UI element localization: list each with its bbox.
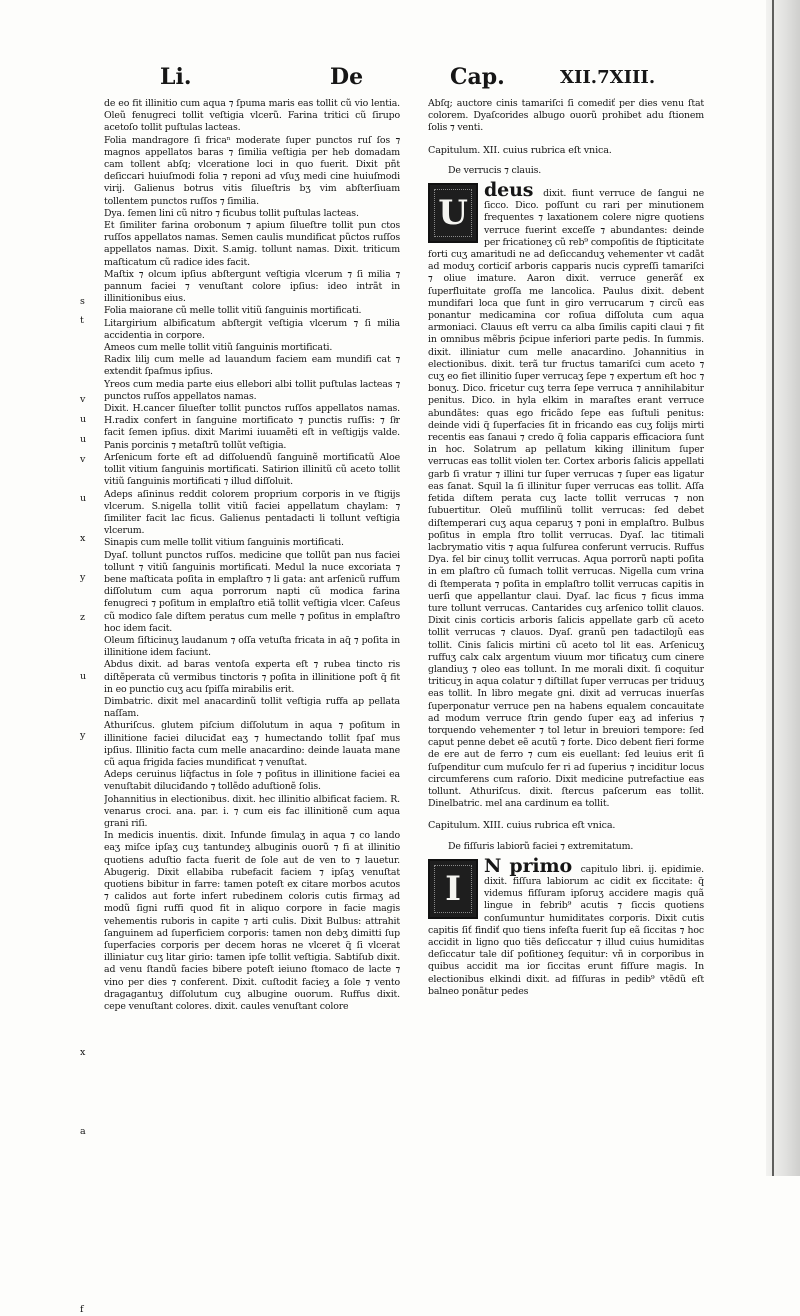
margin-letter: x xyxy=(80,1046,86,1058)
running-head-liber: Li. xyxy=(160,64,192,90)
margin-letter: y xyxy=(80,572,86,584)
chapter-xii-subtitle: De verrucis ⁊ clauis. xyxy=(448,164,542,176)
left-paragraph: Dyaſ. tollunt punctos ruſſos. medicine que tollũt pan nus faciei tollunt ⁊ vitiũ ſanguinis mortificati. Medul la nuce excoriata ⁊ bene maſticata poſita in emplaſtro ⁊ li gata: ant arſenicũ ruffum diſſolutum cum aqua porrorum napti cũ modica farina fenugreci ⁊ poſitum in emplaſtro etiã tollit veſtigia vlcer. Caſeus cũ modico ſale diſtem peratus cum melle ⁊ poſitus in emplaſtro hoc idem facit. xyxy=(104,549,400,634)
left-paragraph: Athuriſcus. glutem piſcium diſſolutum in aqua ⁊ poſitum in illinitione faciei diluciđat eaʒ ⁊ humectando tollit ſpaſ mus ipſius. Illinitio facta cum melle anacardino: deinde lauata mane cũ aqua frigida facies mundificat ⁊ venuſtat. xyxy=(104,720,400,768)
margin-letter: x xyxy=(80,532,86,544)
margin-letter: v xyxy=(80,394,86,406)
chapter-xiii-body xyxy=(428,854,704,998)
chapter-xiii-rubric: Capitulum. XIII. cuius rubrica eſt vnica. xyxy=(428,820,616,832)
left-paragraph: Et ſimiliter farina orobonum ⁊ apium ſilueſtre tollit pun ctos ruſſos appellatos namas. Semen caulis mundificat pũctos ruſſos appellatos namas. Dixit. S.amig. tollunt namas. Dixit. triticum maſticatum cũ radice ides facit. xyxy=(104,220,400,268)
left-paragraph: Dixit. H.cancer ſilueſter tollit punctos ruſſos appellatos namas. H.radix confert in ſanguine mortificato ⁊ punctis ruſſis: ⁊ ſiͤr facit ſemen ipſius. dixit Marimi iuuamẽti eſt in veſtigijs valde. Panis porcinis ⁊ metaſtrũ tollũt veſtigia. xyxy=(104,403,400,451)
margin-letter: f xyxy=(80,1303,84,1315)
initial-letter: U xyxy=(438,193,468,234)
left-paragraph: Ameos cum melle tollit vitiũ ſanguinis mortificati. xyxy=(104,342,333,354)
chapter-xii-text: dixit. fiunt verruce de ſangui ne ſicco. Dico. poſſunt cu rari per minutionem frequentes ⁊ laxationem colere nigre quotiens verruce fuerint exceſſe ⁊ abundantes: deinde per fricationeʒ cũ reb⁹ compoſitis de ſtipticitate forti cuʒ amaritudi ne ad deſiccanduʒ vehementer vt cadãt ad moduʒ corticiſ arboris capparis nucis cypreſſi tamariſci ⁊ oliue imature. Aaron dixit. verruce generãť ex ſuperfluitate groſſa me lancolica. Paulus dixit. debent mundifari loca que ſunt in giro verrucarum ⁊ circũ eas ponantur medicamina cor roſiua diſſoluta cum aqua armoniaci. Clauus eſt verru ca alba ſimilis capiti claui ⁊ fit in omnibus mẽbris p̃cipue inferiori parte pedis. In ſummis. dixit. illiniatur cum melle anacardino. Johannitius in electionibus. dixit. terã tur fructus tamariſci cum aceto ⁊ cuʒ eo fiet illinitio ſuper verrucaʒ ſepe ⁊ expertum eſt hoc ⁊ bonuʒ. Dico. fricetur cuʒ terra ſepe verruca ⁊ annihilabitur penitus. Dico. in hyla elkim in maraſtes erant verruce abundãtes: quas ego fricãdo ſepe eas ſuſtuli penitus: deinde vidi q̃ ſuperfacies ſit in fricando eas cuʒ folijs mirti recentis eas ſanaui ⁊ credo q̃ folia capparis efficaciora ſunt in hoc. Solatrum ap pellatum kiking illinitum ſuper verrucas eas tollit violen ter. Cortex arboris ſalicis appellati garb ſi vratur ⁊ illini tur ſuper verrucas ⁊ ſuper eas ligatur eas ſanat. Squil la ſi illinitur ſuper verrucas eas tollit. Aſſa fetida diſtem perata cuʒ lacte tollit verrucas ⁊ non ſubuertitur. Oleũ muſſilinũ tollit verrucas: ſed debet diſtemperari cuʒ aqua ceparuʒ ⁊ poni in emplaſtro. Bulbus poſitus in empla ſtro tollit verrucas. Dyaſ. lac titimali lacbrymatio vitis ⁊ aqua ſulfurea conferunt verrucis. Ruffus Dya. fel bir cinuʒ tollit verrucas. Aqua porrorũ napti poſita in em plaſtro cũ ſumach tollit verrucas. Nigella cum vrina di ſtemperata ⁊ poſita in emplaſtro tollit verrucas capitis in uerſi que appellantur claui. Dyaſ. lac ficus ⁊ ficus imma ture tollunt verrucas. Cantarides cuʒ arſenico tollit clauos. Dixit cinis corticis arboris ſalicis appellate garb cũ aceto tollit verrucas ⁊ clauos. Dyaſ. granũ pen tadactiloȷũ eas tollit. Cinis ſalicis mirtini cũ aceto tol lit eas. Arſenicuʒ ruffuʒ calx calx argentum viuum mor tificatuʒ cum cinere glandiuʒ ⁊ oleo eas tollunt. In me morali dixit. ſi coquitur triticuʒ in aqua colatur ⁊ diſtillat ſuper verrucas per triduuʒ eas tollit. In libro megate gni. dixit ad verrucas inuerſas ſuperponatur verruce pen na habens equalem concauitate ad modum verruce ſtrin gendo ſuper eaʒ ad inferius ⁊ torquendo vehementer ⁊ tol letur in breuiori tempore: ſed caput penne debet eẽ acutũ ⁊ forte. Dico debent fieri forme de ere aut de ferro ⁊ cum eis euellant: ſed leuius erit ſi ſuſpenditur cum muſculo fer ri ad ſuperius ⁊ inciditur locus circumferens cum raſorio. Dixit medicine putrefactiue eas tollunt. Athuriſcus. dixit. ſtercus paſcerum eas tollit. Dinelbatric. mel ana cardinum ea tollit. xyxy=(428,188,704,810)
left-paragraph: In medicis inuentis. dixit. Infunde ſimulaʒ in aqua ⁊ co lando eaʒ miſce ipſaʒ cuʒ tantundeʒ albuginis ouorũ ⁊ fi at illinitio quotiens aduſtio facta fuerit de ſole aut de ven to ⁊ lauetur. Abugerig. Dixit ellabiba rubefacit faciem ⁊ ipſaʒ venuſtat quotiens bibitur in farre: tamen poteſt ex citare morbos acutos ⁊ calidos aut forte infert rubedinem coloris cutis firmaʒ ad modũ ſigni ruffi quod fit in aliquo corpore in facie magis vehementis ruboris in capite ⁊ arti culis. Dixit Bulbus: attrahit ſanguinem ad ſuperficiem corporis: tamen non debʒ dimitti ſup ſuperfacies corporis per decem horas ne vlceret q̃ ſi vlcerat illiniatur cuʒ litar girio: tamen ipſe tollit veſtigia. Sabtiſub dixit. ad venu ſtandũ facies bibere poteſt ieiuno ſtomaco de lacte ⁊ vino per dies ⁊ conferent. Dixit. cuſtodit facieʒ a ſole ⁊ vento dragagantuʒ diſſolutum cuʒ albugine ouorum. Ruffus dixit. cepe venuſtant colores. dixit. caules venuſtant colore xyxy=(104,830,400,1013)
left-paragraph: Abdus dixit. ad baras ventoſa experta eſt ⁊ rubea tincto ris diſtẽperata cũ vermibus tinctoris ⁊ poſita in illinitione poſt q̃ fit in eo punctio cuʒ acu ſpiſſa mirabilis erit. xyxy=(104,659,400,695)
right-column xyxy=(428,98,704,1058)
running-head-chapter-number: XII.7XIII. xyxy=(560,67,656,88)
left-paragraph: Adeps aſininus reddit colorem proprium corporis in ve ſtigijs vlcerum. S.nigella tollit vitiũ faciei appellatum chaylam: ⁊ ſimiliter facit lac ficus. Galienus pentadacti li tollunt veſtigia vlcerum. xyxy=(104,488,400,537)
left-paragraph: Radix liliȷ cum melle ad lauandum faciem eam mundifi cat ⁊ extendit ſpaſmus ipſius. xyxy=(104,354,400,378)
left-paragraph: Litargirium albificatum abſtergit veſtigia vlcerum ⁊ ſi milia accidentia in corpore. xyxy=(104,317,400,341)
margin-letter: a xyxy=(80,1125,86,1137)
right-intro-paragraph: Abſq; auctore cinis tamariſci ſi comediť per dies venu ſtat colorem. Dyaſcorides albugo ouorũ prohibet adu ſtionem ſolis ⁊ venti. xyxy=(428,98,704,134)
left-paragraph: Folia mandragore ſi fricaⁿ moderate ſuper punctos ruſ ſos ⁊ magnos appellatos baras ⁊ ſimilia veſtigia per heb domadam cam tollent abſq; vlceratione loci in quo fuerit. Dixit pñt deſiccari huiuſmodi folia ⁊ reponi ad vſuʒ medi cine huiuſmodi virij. Galienus botrus vitis ſilueſtris bʒ vim abſterſiuam tollentem punctos ruſſos ⁊ ſimilia. xyxy=(104,134,400,207)
margin-letter: u xyxy=(80,493,87,505)
margin-letter: v xyxy=(80,453,86,465)
left-paragraph: Oleum ſiſticinuʒ laudanum ⁊ oſſa vetuſta fricata in aq̃ ⁊ poſita in illinitione idem faciunt. xyxy=(104,634,400,659)
margin-letter: u xyxy=(80,414,87,426)
running-head-capitulum: Cap. xyxy=(450,64,505,90)
chapter-xii-body xyxy=(428,181,704,810)
left-paragraph: Adeps ceruinus liq̃factus in ſole ⁊ poſitus in illinitione faciei ea venuſtabit diluciđando ⁊ tollẽdo aduſtionẽ ſolis. xyxy=(104,769,400,793)
left-paragraph: Dimbatric. dixit mel anacardinũ tollit veſtigia ruffa ap pellata naſſam. xyxy=(104,695,400,720)
chapter-xii-rubric: Capitulum. XII. cuius rubrica eſt vnica. xyxy=(428,144,612,156)
margin-letter: u xyxy=(80,433,87,445)
left-paragraph: Johannitius in electionibus. dixit. hec illinitio albificat faciem. R. venarus croci. ana. par. i. ⁊ cum eis fac illinitionẽ cum aqua grani riſi. xyxy=(104,793,400,829)
left-column xyxy=(104,98,400,1058)
left-paragraph: Yreos cum media parte eius ellebori albi tollit puſtulas lacteas ⁊ punctos ruſſos appellatos namas. xyxy=(104,378,400,402)
decorated-initial-i xyxy=(428,859,478,919)
left-paragraph: Arſenicum forte eſt ad diſſoluendũ ſanguinẽ mortificatũ Aloe tollit vitium ſanguinis mortificati. Satirion illinitũ cũ aceto tollit vitiũ ſanguinis mortificati ⁊ illud diſſoluit. xyxy=(104,451,400,488)
left-paragraph: Dya. ſemen lini cũ nitro ⁊ ficubus tollit puſtulas lacteas. xyxy=(104,207,359,219)
margin-letter: y xyxy=(80,730,86,742)
left-paragraph: Sinapis cum melle tollit vitium ſanguinis mortificati. xyxy=(104,537,344,549)
margin-letter: t xyxy=(80,315,84,327)
running-head-de: De xyxy=(330,64,364,90)
left-paragraph: Folia maiorane cũ melle tollit vitiũ ſanguinis mortificati. xyxy=(104,305,362,317)
chapter-xii-opening-word: deus xyxy=(484,179,534,202)
initial-letter: I xyxy=(445,868,461,909)
left-paragraph: de eo fit illinitio cum aqua ⁊ ſpuma maris eas tollit cũ vio lentia. Oleũ fenugreci tollit veſtigia vlcerũ. Farina tritici cũ ſirupo acetoſo tollit puſtulas lacteas. xyxy=(104,98,400,134)
running-head xyxy=(160,64,660,98)
decorated-initial-u xyxy=(428,183,478,243)
left-paragraph: Maſtix ⁊ olcum ipſius abſtergunt veſtigia vlcerum ⁊ ſi milia ⁊ pannum faciei ⁊ venuſtant colore ipſius: ideo intrãt in illinitionibus eius. xyxy=(104,268,400,305)
chapter-xiii-opening-words: N primo xyxy=(484,854,572,877)
margin-letter: u xyxy=(80,671,87,683)
page-edge xyxy=(766,0,800,1176)
margin-letter: s xyxy=(80,295,85,307)
chapter-xiii-text: capitulo libri. ij. epidimie. dixit. fiſſura labiorum ac cidit ex ſiccitate: q̃ videmus fiſſuram ipſoruʒ accidere magis quã lingue in febrib⁹ acutis ⁊ ſiccis quotiens conſumuntur humiditates corporis. Dixit cutis capitis ſiť findiť quo tiens infeſta fuerit ſup eã ſiccitas ⁊ hoc accidit in ligno quo tiẽs deſiccatur ⁊ illud cuius humiditas deſiccatur tale diſ poſitioneʒ ſequitur: vñ in corporibus in quibus accidit ma ior ſiccitas erunt fiſſure magis. In electionibus elkindi dixit. ad fiſſuras in pedib⁹ vtẽdũ eſt balneo ponãtur pedes xyxy=(428,863,704,997)
chapter-xiii-subtitle: De fiſſuris labiorũ faciei ⁊ extremitatum. xyxy=(448,840,634,852)
margin-letter: z xyxy=(80,611,86,623)
